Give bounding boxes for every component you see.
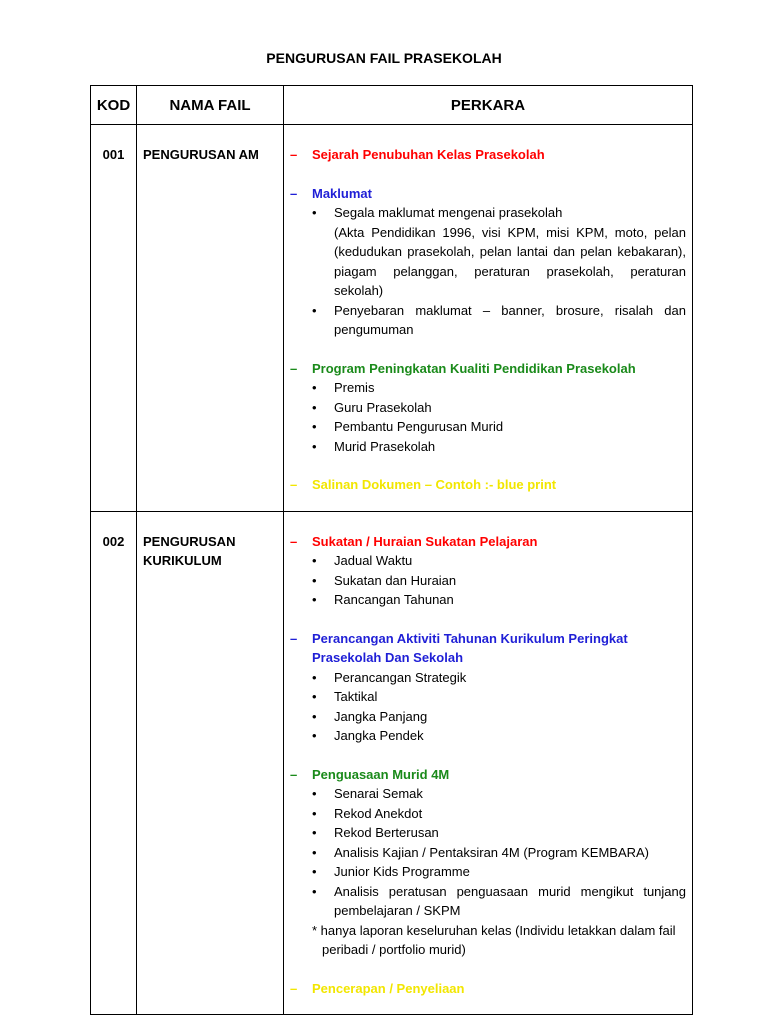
bullet-icon: • bbox=[312, 864, 317, 879]
list-item-text: Guru Prasekolah bbox=[334, 399, 432, 415]
list-item bbox=[312, 417, 686, 437]
dash-marker: – bbox=[290, 477, 298, 492]
row-kod: 002 bbox=[91, 511, 137, 1015]
list-item-text: Jangka Panjang bbox=[334, 708, 428, 724]
list-item bbox=[312, 843, 686, 863]
section-heading-text: Perancangan Aktiviti Tahunan Kurikulum Peringkat Prasekolah Dan Sekolah bbox=[312, 630, 628, 665]
row-kod: 001 bbox=[91, 125, 137, 512]
list-item-text: Taktikal bbox=[334, 689, 378, 704]
dash-marker: – bbox=[290, 533, 298, 549]
row-nama-fail bbox=[137, 511, 284, 1015]
list-item-text: Rekod Anekdot bbox=[334, 805, 423, 821]
dash-marker: – bbox=[290, 766, 298, 782]
section-heading-text: Salinan Dokumen – Contoh :- blue print bbox=[312, 477, 557, 492]
bullet-icon: • bbox=[312, 399, 317, 415]
section-heading bbox=[290, 475, 686, 495]
list-item bbox=[312, 203, 686, 301]
list-item-line: Segala maklumat mengenai prasekolah bbox=[334, 205, 563, 220]
list-item-text: Rancangan Tahunan bbox=[334, 592, 454, 607]
table-row bbox=[91, 511, 693, 1015]
list-item-text: Junior Kids Programme bbox=[334, 864, 470, 879]
list-item bbox=[312, 823, 686, 843]
item-list bbox=[290, 784, 686, 921]
dash-marker: – bbox=[290, 147, 298, 162]
section bbox=[290, 532, 686, 610]
bullet-icon: • bbox=[312, 302, 317, 318]
section bbox=[290, 359, 686, 457]
list-item bbox=[312, 687, 686, 707]
list-item-text: Premis bbox=[334, 380, 375, 395]
dash-marker: – bbox=[290, 185, 298, 201]
header-nama-fail: NAMA FAIL bbox=[137, 86, 284, 125]
header-perkara: PERKARA bbox=[284, 86, 693, 125]
section bbox=[290, 145, 686, 165]
section-heading-text: Program Peningkatan Kualiti Pendidikan Prasekolah bbox=[312, 360, 636, 376]
list-item bbox=[312, 804, 686, 824]
list-item bbox=[312, 882, 686, 921]
note-text: * hanya laporan keseluruhan kelas (Individu letakkan dalam fail peribadi / portfolio murid) bbox=[312, 922, 676, 957]
list-item-text bbox=[334, 203, 686, 301]
bullet-icon: • bbox=[312, 708, 317, 724]
bullet-icon: • bbox=[312, 205, 317, 220]
section bbox=[290, 475, 686, 495]
list-item bbox=[312, 571, 686, 591]
list-item bbox=[312, 551, 686, 571]
bullet-icon: • bbox=[312, 553, 317, 568]
item-list bbox=[290, 203, 686, 340]
section-heading bbox=[290, 532, 686, 552]
bullet-icon: • bbox=[312, 825, 317, 840]
row-perkara bbox=[284, 511, 693, 1015]
list-item bbox=[312, 301, 686, 340]
section bbox=[290, 629, 686, 746]
bullet-icon: • bbox=[312, 805, 317, 821]
file-table bbox=[90, 85, 693, 1015]
row-perkara bbox=[284, 125, 693, 512]
section-heading bbox=[290, 629, 686, 668]
list-item-text: Perancangan Strategik bbox=[334, 669, 467, 685]
list-item bbox=[312, 707, 686, 727]
bullet-icon: • bbox=[312, 669, 317, 685]
list-item bbox=[312, 590, 686, 610]
section-heading bbox=[290, 765, 686, 785]
bullet-icon: • bbox=[312, 786, 317, 801]
table-row bbox=[91, 125, 693, 512]
list-item bbox=[312, 398, 686, 418]
dash-marker: – bbox=[290, 630, 298, 646]
section-heading bbox=[290, 184, 686, 204]
row-nama-fail: PENGURUSAN AM bbox=[137, 125, 284, 512]
document-title: PENGURUSAN FAIL PRASEKOLAH bbox=[266, 50, 502, 66]
item-list bbox=[290, 551, 686, 610]
section-heading-text: Maklumat bbox=[312, 185, 372, 201]
bullet-icon: • bbox=[312, 419, 317, 434]
list-item bbox=[312, 862, 686, 882]
section-heading bbox=[290, 145, 686, 165]
bullet-icon: • bbox=[312, 572, 317, 588]
bullet-icon: • bbox=[312, 592, 317, 607]
list-item-text: Jadual Waktu bbox=[334, 553, 413, 568]
bullet-icon: • bbox=[312, 689, 317, 704]
list-item bbox=[312, 378, 686, 398]
list-item-text: Rekod Berterusan bbox=[334, 825, 439, 840]
bullet-icon: • bbox=[312, 844, 317, 860]
list-item-text: Analisis peratusan penguasaan murid mengikut tunjang pembelajaran / SKPM bbox=[334, 883, 686, 918]
nama-fail-line: PENGURUSAN bbox=[143, 533, 236, 549]
section-heading bbox=[290, 359, 686, 379]
list-item bbox=[312, 784, 686, 804]
section bbox=[290, 184, 686, 340]
list-item bbox=[312, 726, 686, 746]
list-item-text: Sukatan dan Huraian bbox=[334, 572, 457, 588]
list-item-text: Pembantu Pengurusan Murid bbox=[334, 419, 504, 434]
dash-marker: – bbox=[290, 980, 298, 996]
item-list bbox=[290, 668, 686, 746]
section-heading-text: Penguasaan Murid 4M bbox=[312, 766, 450, 782]
table-header-row bbox=[91, 86, 693, 125]
item-list bbox=[290, 378, 686, 456]
note bbox=[290, 921, 686, 960]
bullet-icon: • bbox=[312, 728, 317, 743]
bullet-icon: • bbox=[312, 380, 317, 395]
list-item-text: Penyebaran maklumat – banner, brosure, risalah dan pengumuman bbox=[334, 302, 686, 337]
nama-fail-line: KURIKULUM bbox=[143, 553, 222, 568]
section-heading bbox=[290, 979, 686, 999]
dash-marker: – bbox=[290, 360, 298, 376]
list-item-text: Analisis Kajian / Pentaksiran 4M (Program KEMBARA) bbox=[334, 844, 650, 860]
section-heading-text: Sejarah Penubuhan Kelas Prasekolah bbox=[312, 147, 545, 162]
section-heading-text: Sukatan / Huraian Sukatan Pelajaran bbox=[312, 533, 538, 549]
list-item-text: Senarai Semak bbox=[334, 786, 423, 801]
bullet-icon: • bbox=[312, 438, 317, 454]
list-item-text: Murid Prasekolah bbox=[334, 438, 436, 454]
list-item-line: (Akta Pendidikan 1996, visi KPM, misi KPM, moto, pelan (kedudukan prasekolah, pelan lantai dan pelan kebakaran), piagam pelanggan, peraturan prasekolah, peraturan sekolah) bbox=[334, 224, 686, 298]
header-kod: KOD bbox=[91, 86, 137, 125]
list-item bbox=[312, 437, 686, 457]
bullet-icon: • bbox=[312, 883, 317, 899]
list-item-text: Jangka Pendek bbox=[334, 728, 424, 743]
list-item bbox=[312, 668, 686, 688]
section-heading-text: Pencerapan / Penyeliaan bbox=[312, 980, 465, 996]
section bbox=[290, 765, 686, 960]
section bbox=[290, 979, 686, 999]
